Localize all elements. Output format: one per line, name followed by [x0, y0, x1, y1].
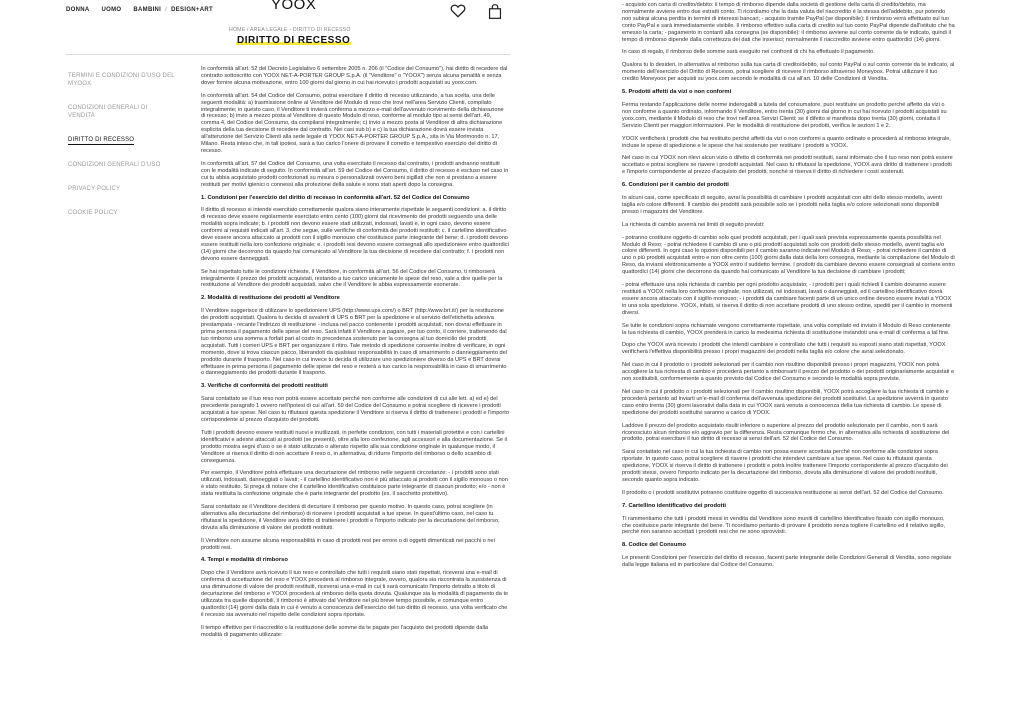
nav-item-donna[interactable]: DONNA	[66, 7, 90, 13]
section-paragraph: Ferma restando l'applicazione delle norme inderogabili a tutela del consumatore, puoi restituire un prodotto perché affetto da vizi o non conforme a quanto ordinato, informando il Venditore, entro trenta (30) giorni dal giorno in cui hai ricevuto i prodotti acquistati su yoox.com, mediante il Modulo di reso che trovi nell'area Servizi Clienti; se il difetto si manifesta dopo trenta (30) giorni, contatta il Servizio Clienti per maggiori informazioni. Per le modalità di restituzione dei prodotti, verifica le sezioni 1 e 2.	[622, 101, 947, 129]
page-title: DIRITTO DI RECESSO	[237, 35, 351, 46]
section-paragraph: Laddove il prezzo del prodotto acquistato risulti inferiore o superiore al prezzo del prodotto selezionato per il cambio, non ti sarà riconosciuto alcun rimborso e/o aggravio per la differenza. Resta comunque fermo che, in alternativa alla richiesta di sostituzione del prodotto, potrai esercitare il tuo diritto di recesso ai sensi dell'art. 52 del Codice del Consumo.	[622, 422, 950, 443]
intro-paragraph: In conformità all'art. 52 del Decreto Legislativo 6 settembre 2005 n. 206 (il "Codice del Consumo"), hai diritto di recedere dal contratto sottoscritto con YOOX NET-A-PORTER GROUP S.p.A. (il "Venditore" o "YOOX") senza alcuna penalità e senza dover fornire alcuna motivazione, entro 100 giorni dal giorno in cui hai ricevuto i prodotti acquistati su yoox.com.	[201, 66, 508, 86]
heart-icon[interactable]	[450, 4, 466, 18]
nav-separator: /	[165, 7, 168, 13]
section-heading-8: 8. Codice del Consumo	[622, 542, 687, 549]
section-paragraph: Il tempo effettivo per il riaccredito o la restituzione delle somme da te pagate per l'acquisto dei prodotti dipende dalla modalità di pagamento utilizzate:	[201, 624, 489, 638]
section-paragraph: Dopo che il Venditore avrà ricevuto il tuo reso e controllato che tutti i requisiti siano stati rispettati, riceverai una e-mail di conferma di accettazione del reso e YOOX procederà al rimborso integrale, ovvero, qualora sia riscontrata la sussistenza di una diminuzione di valore dei prodotti restituiti, riceverai una e-mail in cui ti sarà comunicato l'importo detratto a titolo di decurtazione del rimborso e YOOX procederà al rimborso della quota dovuta. Qualunque sia la modalità di pagamento da te utilizzata tra quelle disponibili, il rimborso è attivato dal Venditore nel più breve tempo possibile, e comunque entro quattordici (14) giorni dalla data in cui è venuto a conoscenza dell'esercizio del tuo diritto di recesso, una volta verificato che il recesso sia avvenuto nel rispetto delle condizioni sopra riportate.	[201, 570, 509, 618]
section-heading-5: 5. Prodotti affetti da vizi o non conformi	[622, 89, 732, 96]
section-paragraph: YOOX verificherà i prodotti che hai restituito perché affetti da vizi o non conformi a quanto ordinato e procederà al rimborso integrale, incluse le spese di spedizione e le spese che hai sostenuto per restituire i prodotti a YOOX.	[622, 135, 951, 149]
section-paragraph: Il prodotto o i prodotti sostitutivi potranno costituire oggetto di successiva restituzione ai sensi dell'art. 52 del Codice del Consumo.	[622, 489, 944, 496]
sidebar-item-termini-myoox[interactable]: TERMINI E CONDIZIONI D'USO DEL MYOOX	[68, 73, 175, 87]
sidebar-item-diritto-di-recesso[interactable]: DIRITTO DI RECESSO	[68, 137, 135, 143]
nav-item-design-art[interactable]: DESIGN+ART	[171, 7, 213, 13]
header	[0, 0, 512, 22]
breadcrumb: HOME / AREA LEGALE - DIRITTO DI RECESSO	[229, 27, 351, 33]
section-paragraph: In caso di regalo, il rimborso delle somme sarà eseguito nei confronti di chi ha effettuato il pagamento.	[622, 49, 875, 56]
sidebar	[68, 72, 188, 233]
sidebar-item-privacy-policy[interactable]: PRIVACY POLICY	[68, 186, 121, 192]
sidebar-item-cookie-policy[interactable]: COOKIE POLICY	[68, 210, 118, 216]
title-divider	[66, 54, 510, 55]
intro-paragraph: In conformità all'art. 54 del Codice del Consumo, potrai esercitare il diritto di recesso utilizzando, a tua scelta, una delle seguenti modalità: a) trasmissione online al Venditore del Modulo di reso che trovi nell'area Servizio Clienti, compilato integralmente; in questo caso, il Venditore ti invierà conferma a mezzo e-mail dell'avvenuto ricevimento della dichiarazione di recesso; b) invio a mezzo posta al Venditore di questo Modulo di reso, conforme al modulo tipo ai sensi dell'art. 49, comma 4, del Codice del Consumo, da compilarsi integralmente; c) invio a mezzo posta al Venditore di altra dichiarazione esplicita della tua decisione di recedere dal contratto. Nei casi sub b) e c) la tua dichiarazione dovrà essere inviata all'attenzione del Servizio Clienti alla sede legale di YOOX NET-A-PORTER GROUP S.p.A., sita in Via Morimondo n. 17, Milano. Resta inteso che, in tali ipotesi, sarà a tuo carico l'onere di provare il corretto e tempestivo esercizio del diritto di recesso.	[201, 92, 504, 154]
section-paragraph: Le presenti Condizioni per l'esercizio del diritto di recesso, facenti parte integrante delle Condizioni Generali di Vendita, sono regolate dalla legge italiana ed in particolare dal Codice del Consumo.	[622, 555, 952, 569]
section-paragraph: In alcuni casi, come specificato di seguito, avrai la possibilità di cambiare i prodotti acquistati con altri dello stesso modello, aventi taglia e/o colore differenti. Il cambio dei prodotti sarà possibile solo se i prodotti nella taglia e/o colore selezionati sono disponibili presso i magazzini del Venditore.	[622, 195, 942, 215]
content-column-left	[201, 66, 509, 727]
section-paragraph: Il Venditore suggerisce di utilizzare lo spedizioniere UPS (http://www.ups.com/) o BRT (http://www.brt.it/) per la restituzione dei prodotti acquistati. Qualora tu decida di avvalerti di UPS o BRT per la spedizione e al servizio dell'etichetta adesiva prestampata - recante l'indirizzo di restituzione - inclusa nel pacco contenente i prodotti acquistati, non dovrai effettuare in prima persona il pagamento delle spese del reso. Sarà infatti il Venditore a pagare, per tuo conto, il corriere, trattenendo dal tuo rimborso una somma a forfait pari al costo in precedenza sostenuto per la consegna al tuo domicilio dei prodotti acquistati. Tutti i corrieri UPS e BRT per organizzare il ritiro. Tale metodo di spedizione consente inoltre di verificare, in ogni momento, dove si trova ciascun pacco, liberandoti da qualsiasi responsabilità in caso di smarrimento o danneggiamento del prodotto durante il trasporto. Nel caso in cui invece tu decida di utilizzare uno spedizioniere diverso da UPS e BRT dovrai effettuare in prima persona il pagamento delle spese del reso e resterà a tuo carico la responsabilità in caso di smarrimento o danneggiamento dei prodotti durante il trasporto.	[201, 308, 507, 377]
section-paragraph: Il Venditore non assume alcuna responsabilità in caso di prodotti resi per errore o di oggetti dimenticati nei pacchi o nei prodotti resi.	[201, 537, 495, 551]
section-heading-3: 3. Verifiche di conformità dei prodotti restituiti	[201, 383, 328, 390]
intro-paragraph: In conformità all'art. 57 del Codice del Consumo, una volta esercitato il recesso dal contratto, i prodotti andranno restituiti con le modalità indicate di seguito. In conformità all'art. 59 del Codice del Consumo, il diritto di recesso è escluso nel caso in cui tu abbia acquistato prodotti confezionati su misura o personalizzati ovvero beni sigillati che non si prestano a essere restituiti per motivi igienici o connessi alla protezione della salute e sono stati aperti dopo la consegna.	[201, 160, 509, 188]
nav-item-bambini[interactable]: BAMBINI	[133, 7, 162, 13]
section-paragraph: Nel caso in cui YOOX non rilevi alcun vizio o difetto di conformità nei prodotti restituiti, sarai informato che il tuo reso non potrà essere accettato e potrai scegliere se riavere i prodotti acquistati. Nel caso tu rifiutassi la spedizione, YOOX avrà diritto di trattenere i prodotti e l'importo corrispondente al prezzo d'acquisto dei prodotti, nonché si riserva il diritto di richiedere i costi sostenuti.	[622, 155, 953, 176]
section-paragraph: Nel caso in cui il prodotto o i prodotti selezionati per il cambio non risultino disponibili presso i propri magazzini, YOOX non potrà accogliere la tua richiesta di cambio e procederà pertanto a rimborsarti il prezzo del prodotto o dei prodotti originariamente acquistati e non sostituibili, conformemente a quanto previsto dal Codice del Consumo e secondo le modalità sopra previste.	[622, 362, 955, 383]
section-paragraph: Tutti i prodotti devono essere restituiti nuovi e inutilizzati, in perfette condizioni, con tutti i materiali protettivi e con i cartellini identificativi e adesivi attaccati ai prodotti (se presenti), oltre alla loro confezione, agli accessori e alla documentazione. Se il prodotto mostra segni d'uso o se è stato utilizzato o alterato rispetto alla sua condizione originale in qualunque modo, il Venditore si riserva il diritto di non accettare il reso o, in alternativa, di ridurre l'importo del rimborso o dello scambio di conseguenza.	[201, 429, 507, 464]
section-heading-4: 4. Tempi e modalità di rimborso	[201, 557, 288, 564]
section-paragraph: La richiesta di cambio avverrà nei limiti di seguito previsti:	[622, 221, 765, 228]
sidebar-item-condizioni-uso[interactable]: CONDIZIONI GENERALI D'USO	[68, 162, 161, 168]
section-paragraph: Per esempio, il Venditore potrà effettuare una decurtazione del rimborso nelle seguenti circostanze: - i prodotti sono stati utilizzati, indossati, danneggiati o lavati; - il cartellino identificativo non è più attaccato ai prodotti con il sigillo monouso o non è stato restituito. Si prega di notare che il cartellino identificativo costituisce parte integrante di ciascun prodotto; e/o - non è stata restituita la confezione originale che è parte integrante del prodotto (es. il sacchetto protettivo).	[201, 470, 508, 498]
yoox-logo[interactable]: YOOX	[271, 0, 317, 13]
section-heading-2: 2. Modalità di restituzione dei prodotti al Venditore	[201, 295, 340, 302]
content-column-right	[622, 2, 955, 727]
section-heading-6: 6. Condizioni per il cambio dei prodotti	[622, 182, 729, 189]
section-paragraph: - potrai effettuare una sola richiesta di cambio per ogni prodotto acquistato; - i prodotti per i quali richiedi il cambio dovranno essere restituiti a YOOX nella loro confezione originale, non utilizzati, né indossati, lavati o danneggiati, ed il cartellino identificativo dovrà essere ancora attaccato con il sigillo monouso; - i prodotti da cambiare facenti parte di un unico ordine devono essere inviati a YOOX in una sola spedizione. YOOX, infatti, si riserva il diritto di non accettare prodotti di uno stesso ordine, spediti per il cambio in momenti diversi.	[622, 282, 953, 316]
section-paragraph: Sarai contattato se il Venditore deciderà di decurtare il rimborso per questo motivo. In questo caso, potrai scegliere (in alternativa alla decurtazione del rimborso) di ricevere i prodotti acquistati a tue spese. In quest'ultimo caso, nel caso tu rifiutassi la spedizione, il Venditore avrà diritto di trattenere i prodotti e l'importo indicato per la decurtazione del rimborso, dovuta alla diminuzione di valore dei prodotti restituiti.	[201, 504, 500, 531]
shopping-bag-icon[interactable]	[488, 4, 502, 19]
section-paragraph: Ti rammentiamo che tutti i prodotti messi in vendita dal Venditore sono muniti di cartellino identificativo fissato con sigillo monouso, che costituisce parte integrante del bene. Ti ricordiamo pertanto di provare il prodotto senza togliere il cartellino ed il relativo sigillo, perché non saranno accettati i prodotti resi che ne sono sprovvisti.	[622, 515, 946, 536]
section-paragraph: Nel caso in cui il prodotto o i prodotti selezionati per il cambio risultino disponibili, YOOX potrà accogliere la tua richiesta di cambio e procederà pertanto ad inviarti un'e-mail di conferma dell'avvenuta spedizione dei prodotti sostitutivi. La spedizione avverrà in questo caso entro trenta (30) giorni lavorativi dalla data in cui YOOX sarà venuta a conoscenza della tua richiesta di cambio. Le spese di spedizione dei prodotti sostitutivi saranno a carico di YOOX.	[622, 388, 949, 416]
nav-item-uomo[interactable]: UOMO	[101, 7, 122, 13]
section-paragraph: Il diritto di recesso si intende esercitato correttamente qualora siano interamente rispettate le seguenti condizioni: a. il diritto di recesso deve essere regolarmente esercitato entro cento (100) giorni dal ricevimento dei prodotti seguendo una delle modalità sopra indicate; b. i prodotti non devono essere stati utilizzati, indossati, lavati e, in ogni caso, devono essere conformi ai requisiti indicati all'art. 3, che segue, sulle verifiche di conformità dei prodotti restituiti; c. il cartellino identificativo deve essere ancora attaccato ai prodotti con il sigillo monouso che costituisce parte integrante del bene; d. i prodotti devono essere restituiti nella loro confezione originale; e. i prodotti resi devono essere consegnati allo spedizioniere entro quattordici (14) giorni che decorrono da quando hai comunicato al Venditore la tua decisione di recedere dal contratto; f. i prodotti non devono essere danneggiati.	[201, 207, 509, 262]
section-paragraph: - potranno costituire oggetto di cambio solo quei prodotti acquistati, per i quali sarà prevista espressamente questa possibilità nel Modulo di Reso; - potrai richiedere il cambio di uno o più prodotti acquistati solo con prodotti dello stesso modello, aventi taglia e/o colore differenti. In ogni caso le opzioni disponibili per il cambio saranno indicate nel Modulo di Reso; - potrai richiedere il cambio di uno o più prodotti acquistati entro e non oltre cento (100) giorni dalla data della loro consegna, mediante la compilazione del Modulo di Reso, da inviarsi elettronicamente a YOOX entro il suddetto termine. I prodotti da cambiare devono essere consegnati al corriere entro quattordici (14) giorni che decorrono da quando hai comunicato al Venditore la tua decisione di cambiare i prodotti;	[622, 234, 955, 276]
main-nav	[66, 7, 213, 14]
section-heading-1: 1. Condizioni per l'esercizio del diritto di recesso in conformità all'art. 52 del Codice del Consumo	[201, 194, 470, 201]
section-paragraph: Qualora tu lo desideri, in alternativa al rimborso sulla tua carta di credito/debito, sul conto PayPal o sul conto corrente da te indicato, al momento dell'esercizio del Diritto di Recesso, potrai scegliere di ricevere il rimborso attraverso Moneyoox. Potrai utilizzare il tuo credito Moneyoox per acquisti su yoox.com secondo le modalità di cui all'art. 10 delle Condizioni di Vendita.	[622, 62, 955, 83]
section-paragraph: Se hai rispettato tutte le condizioni richieste, il Venditore, in conformità all'art. 56 del Codice del Consumo, ti rimborserà integralmente il prezzo dei prodotti acquistati, restando a tuo carico unicamente le spese del reso, vale a dire quelle per la restituzione al Venditore dei prodotti acquistati, salvo che il Venditore le abbia espressamente esonerate.	[201, 268, 503, 289]
section-paragraph: Se tutte le condizioni sopra richiamate vengono correttamente rispettate, una volta compilato ed inviato il Modulo di Reso contenente la tua richiesta di cambio, YOOX prenderà in carico la medesima richiesta di sostituzione inviandoti una e-mail di conferma a tal fine.	[622, 322, 951, 336]
section-paragraph: Sarai contattato se il tuo reso non potrà essere accettato perché non conforme alle condizioni di cui alle lett. a) ed e) del precedente paragrafo 1 ovvero nell'ipotesi di cui all'art. 59 del Codice del Consumo e potrai scegliere di ricevere i prodotti acquistati a tue spese. Nel caso tu rifiutassi questa spedizione il Venditore si riserva il diritto di trattenere i prodotti e l'importo corrispondente al prezzo d'acquisto dei prodotti.	[201, 396, 509, 423]
section-paragraph: Sarai contattato nel caso in cui la tua richiesta di cambio non possa essere accettata perché non conforme alle condizioni sopra riportate. In questo caso, potrai scegliere di riavere i prodotti che intendevi cambiare a tue spese. Nel caso tu rifiutassi questa spedizione, YOOX si riserva il diritto di trattenere i prodotti e potrà inoltre trattenere l'importo corrispondente al prezzo d'acquisto dei prodotti stessi, ovvero l'importo indicato per la decurtazione del rimborso, dovuta alla diminuzione di valore dei prodotti restituiti, secondo quanto sopra indicato.	[622, 449, 948, 483]
section-paragraph: - acquisto con carta di credito/debito: il tempo di rimborso dipende dalla società di gestione della carta di credito/debito, ma normalmente avviene entro due estratti conto. Ti ricordiamo che la data valuta del riaccredito è la stessa dell'addebito, pur potendo non subirai alcuna perdita in termini di interessi bancari; - acquisto tramite PayPal (se disponibile): il rimborso verrà effettuato sul tuo conto PayPal e sarà immediatamente visibile. Il rimborso effettivo sulla carta di credito sul tuo conto PayPal dipende dall'istituto che ha emesso la carta; - pagamento in contanti alla consegna (se disponibile): il rimborso avviene sul conto corrente da te indicato, quindi il tempo di rimborso dipende dalla correttezza dei dati che inserisci; normalmente il riaccredito avviene entro quattordici (14) giorni.	[622, 2, 955, 43]
section-paragraph: Dopo che YOOX avrà ricevuto i prodotti che intendi cambiare e controllato che tutti i requisiti su esposti siano stati rispettati, YOOX verificherà l'effettiva disponibilità presso i propri magazzini dei prodotti nella taglia e/o colore che avrai selezionato.	[622, 342, 946, 356]
section-heading-7: 7. Cartellino identificativo dei prodotti	[622, 502, 727, 509]
sidebar-item-condizioni-vendita[interactable]: CONDIZIONI GENERALI DI VENDITA	[68, 105, 148, 119]
